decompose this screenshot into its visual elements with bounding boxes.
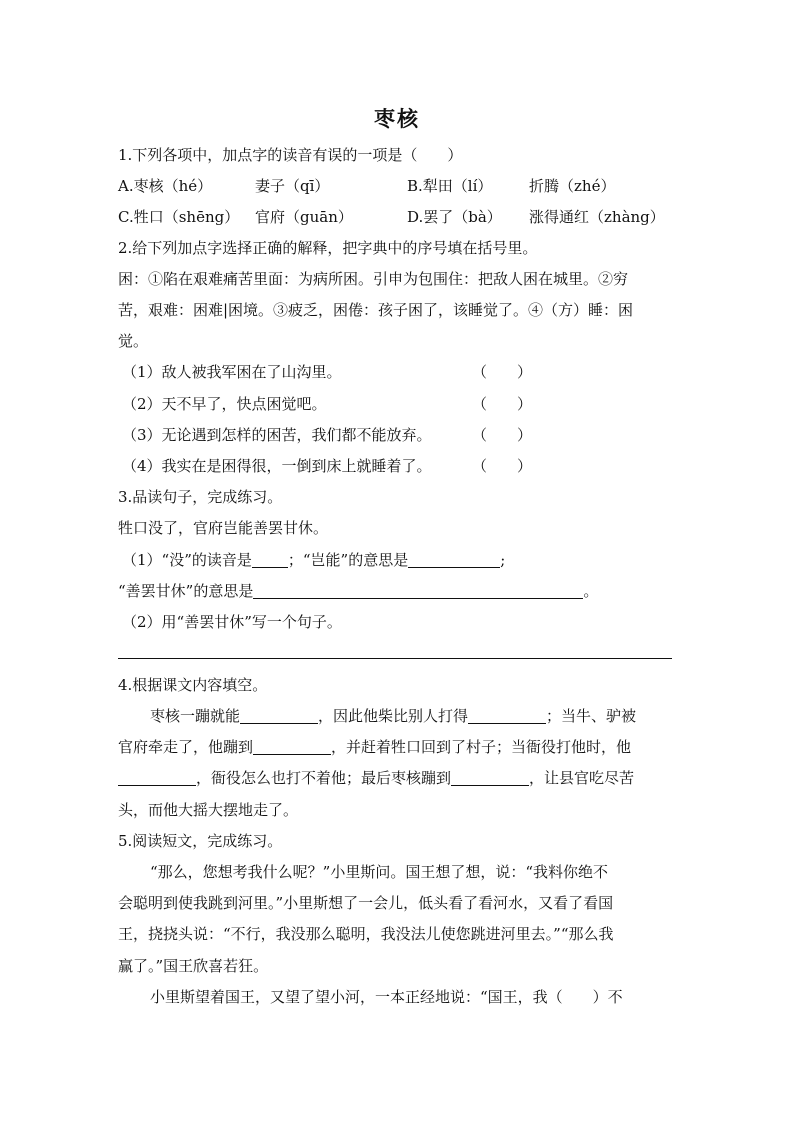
q5-passage-line-1: “那么，您想考我什么呢？”小里斯问。国王想了想，说：“我料你绝不 <box>150 863 609 881</box>
q3-part-1-text-b: ；“岂能”的意思是 <box>287 551 409 569</box>
q3-part-1-text-d: “善罢甘休”的意思是 <box>118 582 254 600</box>
q4-text-1b: ，因此他柴比别人打得 <box>318 707 469 725</box>
q1-option-b1: B.犁田（lí） <box>407 177 493 195</box>
q2-stem: 2.给下列加点字选择正确的解释，把字典中的序号填在括号里。 <box>118 239 538 257</box>
q3-part-1-text-a: （1）“没”的读音是 <box>122 551 252 569</box>
q2-answer-paren-1[interactable]: （ ） <box>472 363 533 381</box>
q3-part-2: （2）用“善罢甘休”写一个句子。 <box>122 613 342 631</box>
q2-answer-paren-4[interactable]: （ ） <box>472 457 533 475</box>
q1-option-d1: D.罢了（bà） <box>407 208 502 226</box>
q5-passage-line-4: 赢了。”国王欣喜若狂。 <box>118 957 269 975</box>
q4-blank-1[interactable] <box>240 707 318 724</box>
q3-sentence: 牲口没了，官府岂能善罢甘休。 <box>118 519 329 537</box>
q3-part-1-continued <box>118 581 598 601</box>
q1-option-a2: 妻子（qī） <box>255 177 330 195</box>
q2-answer-paren-3[interactable]: （ ） <box>472 426 533 444</box>
q3-part-1 <box>122 550 505 570</box>
q1-option-d2: 涨得通红（zhàng） <box>529 208 665 226</box>
q1-option-a1: A.枣核（hé） <box>118 177 213 195</box>
q3-blank-meaning[interactable] <box>408 551 500 568</box>
q4-blank-5[interactable] <box>451 769 529 786</box>
q1-option-b2: 折腾（zhé） <box>529 177 616 195</box>
q3-blank-pronunciation[interactable] <box>252 551 288 568</box>
q2-item-3: （3）无论遇到怎样的困苦，我们都不能放弃。 <box>122 426 432 444</box>
q4-line-4: 头，而他大摇大摆地走了。 <box>118 801 299 819</box>
q4-blank-4[interactable] <box>118 769 196 786</box>
q3-stem: 3.品读句子，完成练习。 <box>118 488 283 506</box>
q1-option-c1: C.牲口（shēng） <box>118 208 240 226</box>
q4-line-1 <box>150 706 636 726</box>
q2-definition-line-1: 困：①陷在艰难痛苦里面：为病所困。引申为包围住：把敌人困在城里。②穷 <box>118 270 629 288</box>
q5-stem: 5.阅读短文，完成练习。 <box>118 832 283 850</box>
q3-part-1-text-e: 。 <box>583 582 599 600</box>
q4-text-1a: 枣核一蹦就能 <box>150 707 241 725</box>
q4-text-3c: ，让县官吃尽苦 <box>529 769 635 787</box>
q5-passage-line-2: 会聪明到使我跳到河里。”小里斯想了一会儿，低头看了看河水，又看了看国 <box>118 894 614 912</box>
q4-text-1c: ；当牛、驴被 <box>546 707 637 725</box>
q5-passage-line-3: 王，挠挠头说：“不行，我没那么聪明，我没法儿使您跳进河里去。”“那么我 <box>118 925 614 943</box>
q5-passage-line-5: 小里斯望着国王，又望了望小河，一本正经地说：“国王，我（ ）不 <box>150 988 623 1006</box>
q2-definition-line-2: 苦，艰难：困难|困境。③疲乏，困倦：孩子困了，该睡觉了。④（方）睡：困 <box>118 301 634 319</box>
q2-item-2: （2）天不早了，快点困觉吧。 <box>122 395 327 413</box>
q4-stem: 4.根据课文内容填空。 <box>118 676 268 694</box>
q4-blank-3[interactable] <box>253 738 331 755</box>
q4-text-2b: ，并赶着牲口回到了村子；当衙役打他时，他 <box>331 738 632 756</box>
page-title: 枣核 <box>374 106 420 131</box>
q2-definition-line-3: 觉。 <box>118 332 149 350</box>
q2-answer-paren-2[interactable]: （ ） <box>472 395 533 413</box>
q3-part-1-text-c: ; <box>500 551 506 569</box>
q4-text-3b: ，衙役怎么也打不着他；最后枣核蹦到 <box>196 769 452 787</box>
q3-answer-line[interactable] <box>118 658 672 659</box>
q4-blank-2[interactable] <box>468 707 546 724</box>
q4-line-2 <box>118 737 631 757</box>
q1-option-c2: 官府（guān） <box>255 208 353 226</box>
q2-item-1: （1）敌人被我军困在了山沟里。 <box>122 363 342 381</box>
q1-stem: 1.下列各项中，加点字的读音有误的一项是（ ） <box>118 146 463 164</box>
q4-line-3 <box>118 768 634 788</box>
q3-blank-idiom-meaning[interactable] <box>253 582 583 599</box>
q2-item-4: （4）我实在是困得很，一倒到床上就睡着了。 <box>122 457 432 475</box>
q4-text-2a: 官府牵走了，他蹦到 <box>118 738 254 756</box>
